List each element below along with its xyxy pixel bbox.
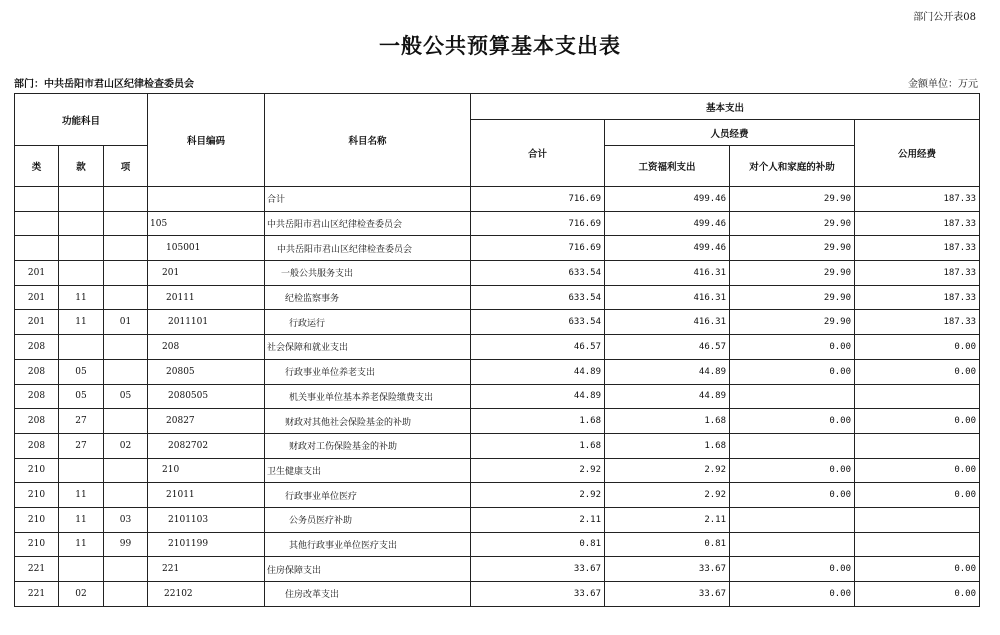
table-row (15, 285, 980, 310)
cell-salary: 2.92 (605, 483, 730, 508)
cell-public: 0.00 (855, 359, 980, 384)
cell-total: 2.11 (471, 507, 605, 532)
cell-subsidy: 29.90 (730, 236, 855, 261)
cell-lei: 210 (15, 458, 59, 483)
report-number-label: 部门公开表08 (913, 12, 976, 23)
table-row (15, 532, 980, 557)
cell-xiang: 02 (104, 433, 148, 458)
cell-kuan: 11 (59, 532, 104, 557)
cell-subsidy: 0.00 (730, 582, 855, 607)
cell-subsidy: 29.90 (730, 211, 855, 236)
cell-subject-code: 105001 (148, 236, 265, 261)
header-salary: 工资福利支出 (605, 146, 730, 187)
cell-kuan (59, 261, 104, 286)
cell-subject-name: 合计 (265, 187, 471, 212)
cell-lei: 210 (15, 532, 59, 557)
cell-subsidy: 0.00 (730, 458, 855, 483)
cell-lei: 210 (15, 507, 59, 532)
cell-xiang (104, 458, 148, 483)
table-row (15, 409, 980, 434)
cell-salary: 0.81 (605, 532, 730, 557)
cell-xiang (104, 236, 148, 261)
cell-xiang (104, 335, 148, 360)
cell-xiang (104, 359, 148, 384)
cell-subject-name: 行政运行 (265, 310, 471, 335)
cell-salary: 416.31 (605, 285, 730, 310)
cell-subject-code: 2101103 (148, 507, 265, 532)
cell-total: 46.57 (471, 335, 605, 360)
cell-subject-code: 20805 (148, 359, 265, 384)
cell-xiang (104, 261, 148, 286)
cell-salary: 33.67 (605, 557, 730, 582)
cell-salary: 1.68 (605, 433, 730, 458)
cell-subject-code: 208 (148, 335, 265, 360)
cell-salary: 44.89 (605, 359, 730, 384)
cell-subsidy: 0.00 (730, 409, 855, 434)
table-row (15, 433, 980, 458)
amount-unit-label: 金额单位：万元 (908, 79, 978, 90)
cell-subject-name: 中共岳阳市君山区纪律检查委员会 (265, 211, 471, 236)
cell-public: 0.00 (855, 458, 980, 483)
cell-subsidy: 0.00 (730, 483, 855, 508)
cell-subject-name: 中共岳阳市君山区纪律检查委员会 (265, 236, 471, 261)
cell-kuan: 11 (59, 310, 104, 335)
cell-subsidy: 0.00 (730, 359, 855, 384)
cell-xiang (104, 211, 148, 236)
cell-subsidy (730, 433, 855, 458)
cell-subject-code: 20111 (148, 285, 265, 310)
cell-lei: 210 (15, 483, 59, 508)
header-function-subject: 功能科目 (15, 94, 148, 146)
cell-total: 633.54 (471, 285, 605, 310)
cell-subject-code: 20827 (148, 409, 265, 434)
cell-lei: 208 (15, 335, 59, 360)
cell-lei: 201 (15, 310, 59, 335)
table-row (15, 359, 980, 384)
cell-subsidy: 29.90 (730, 261, 855, 286)
cell-subject-code: 21011 (148, 483, 265, 508)
cell-subject-name: 卫生健康支出 (265, 458, 471, 483)
cell-xiang (104, 409, 148, 434)
cell-subsidy: 29.90 (730, 187, 855, 212)
cell-total: 33.67 (471, 557, 605, 582)
cell-salary: 499.46 (605, 211, 730, 236)
cell-subject-code: 210 (148, 458, 265, 483)
cell-subject-name: 住房保障支出 (265, 557, 471, 582)
header-total: 合计 (471, 120, 605, 187)
cell-salary: 416.31 (605, 310, 730, 335)
cell-total: 1.68 (471, 409, 605, 434)
table-row (15, 458, 980, 483)
cell-total: 2.92 (471, 483, 605, 508)
cell-salary: 416.31 (605, 261, 730, 286)
cell-subsidy (730, 384, 855, 409)
cell-lei (15, 211, 59, 236)
cell-subject-code: 201 (148, 261, 265, 286)
cell-total: 716.69 (471, 187, 605, 212)
cell-lei: 201 (15, 261, 59, 286)
cell-kuan: 11 (59, 285, 104, 310)
cell-kuan: 11 (59, 507, 104, 532)
cell-lei (15, 187, 59, 212)
cell-subject-name: 机关事业单位基本养老保险缴费支出 (265, 384, 471, 409)
cell-kuan: 27 (59, 409, 104, 434)
cell-xiang (104, 483, 148, 508)
cell-subject-code: 2101199 (148, 532, 265, 557)
cell-subsidy (730, 532, 855, 557)
cell-xiang: 99 (104, 532, 148, 557)
cell-xiang: 03 (104, 507, 148, 532)
cell-lei (15, 236, 59, 261)
department-label: 部门：中共岳阳市君山区纪律检查委员会 (14, 79, 194, 90)
cell-total: 633.54 (471, 310, 605, 335)
cell-subject-code: 105 (148, 211, 265, 236)
cell-total: 0.81 (471, 532, 605, 557)
cell-kuan: 27 (59, 433, 104, 458)
cell-lei: 201 (15, 285, 59, 310)
header-basic-expenditure: 基本支出 (471, 94, 980, 120)
cell-subject-code: 2082702 (148, 433, 265, 458)
table-row (15, 582, 980, 607)
cell-xiang (104, 187, 148, 212)
header-subject-name: 科目名称 (265, 94, 471, 187)
cell-xiang: 01 (104, 310, 148, 335)
table-row (15, 483, 980, 508)
cell-subject-name: 社会保障和就业支出 (265, 335, 471, 360)
cell-subject-name: 财政对其他社会保险基金的补助 (265, 409, 471, 434)
table-row (15, 236, 980, 261)
cell-salary: 1.68 (605, 409, 730, 434)
cell-xiang (104, 557, 148, 582)
cell-subject-code (148, 187, 265, 212)
table-row (15, 557, 980, 582)
header-subject-code: 科目编码 (148, 94, 265, 187)
cell-kuan (59, 458, 104, 483)
cell-subsidy: 0.00 (730, 335, 855, 360)
cell-public: 187.33 (855, 187, 980, 212)
cell-subsidy: 29.90 (730, 285, 855, 310)
cell-kuan: 11 (59, 483, 104, 508)
cell-lei: 221 (15, 582, 59, 607)
cell-public: 187.33 (855, 261, 980, 286)
cell-kuan: 05 (59, 359, 104, 384)
cell-subject-name: 公务员医疗补助 (265, 507, 471, 532)
table-row (15, 310, 980, 335)
cell-salary: 2.92 (605, 458, 730, 483)
cell-salary: 499.46 (605, 236, 730, 261)
cell-kuan (59, 557, 104, 582)
cell-public (855, 532, 980, 557)
cell-public (855, 507, 980, 532)
cell-subject-name: 行政事业单位养老支出 (265, 359, 471, 384)
cell-total: 716.69 (471, 211, 605, 236)
cell-salary: 2.11 (605, 507, 730, 532)
cell-total: 716.69 (471, 236, 605, 261)
cell-subject-code: 2011101 (148, 310, 265, 335)
header-xiang: 项 (104, 146, 148, 187)
table-row (15, 187, 980, 212)
table-row (15, 261, 980, 286)
cell-public: 0.00 (855, 582, 980, 607)
cell-subject-code: 2080505 (148, 384, 265, 409)
cell-public: 187.33 (855, 236, 980, 261)
cell-public: 0.00 (855, 557, 980, 582)
cell-total: 44.89 (471, 384, 605, 409)
cell-kuan (59, 211, 104, 236)
cell-public: 187.33 (855, 285, 980, 310)
header-subsidy: 对个人和家庭的补助 (730, 146, 855, 187)
cell-salary: 44.89 (605, 384, 730, 409)
cell-subject-code: 221 (148, 557, 265, 582)
cell-public: 0.00 (855, 409, 980, 434)
cell-public (855, 384, 980, 409)
cell-public (855, 433, 980, 458)
cell-subject-name: 行政事业单位医疗 (265, 483, 471, 508)
cell-total: 633.54 (471, 261, 605, 286)
table-row (15, 335, 980, 360)
cell-total: 2.92 (471, 458, 605, 483)
cell-salary: 499.46 (605, 187, 730, 212)
cell-public: 0.00 (855, 335, 980, 360)
cell-total: 33.67 (471, 582, 605, 607)
cell-subject-code: 22102 (148, 582, 265, 607)
cell-salary: 46.57 (605, 335, 730, 360)
cell-kuan (59, 335, 104, 360)
header-public: 公用经费 (855, 120, 980, 187)
cell-subsidy: 29.90 (730, 310, 855, 335)
cell-subject-name: 纪检监察事务 (265, 285, 471, 310)
cell-subject-name: 住房改革支出 (265, 582, 471, 607)
cell-kuan (59, 236, 104, 261)
cell-kuan: 02 (59, 582, 104, 607)
header-personnel: 人员经费 (605, 120, 855, 146)
cell-xiang (104, 582, 148, 607)
cell-lei: 208 (15, 359, 59, 384)
cell-total: 1.68 (471, 433, 605, 458)
cell-kuan: 05 (59, 384, 104, 409)
cell-subsidy (730, 507, 855, 532)
cell-lei: 221 (15, 557, 59, 582)
table-row (15, 507, 980, 532)
cell-public: 187.33 (855, 310, 980, 335)
table-row (15, 384, 980, 409)
header-lei: 类 (15, 146, 59, 187)
cell-lei: 208 (15, 409, 59, 434)
cell-total: 44.89 (471, 359, 605, 384)
cell-public: 0.00 (855, 483, 980, 508)
cell-subject-name: 一般公共服务支出 (265, 261, 471, 286)
cell-subsidy: 0.00 (730, 557, 855, 582)
cell-subject-name: 其他行政事业单位医疗支出 (265, 532, 471, 557)
page-title: 一般公共预算基本支出表 (379, 33, 621, 58)
cell-lei: 208 (15, 384, 59, 409)
table-row (15, 211, 980, 236)
cell-subject-name: 财政对工伤保险基金的补助 (265, 433, 471, 458)
cell-xiang: 05 (104, 384, 148, 409)
cell-public: 187.33 (855, 211, 980, 236)
cell-salary: 33.67 (605, 582, 730, 607)
cell-xiang (104, 285, 148, 310)
budget-table (14, 93, 980, 607)
cell-lei: 208 (15, 433, 59, 458)
header-kuan: 款 (59, 146, 104, 187)
cell-kuan (59, 187, 104, 212)
